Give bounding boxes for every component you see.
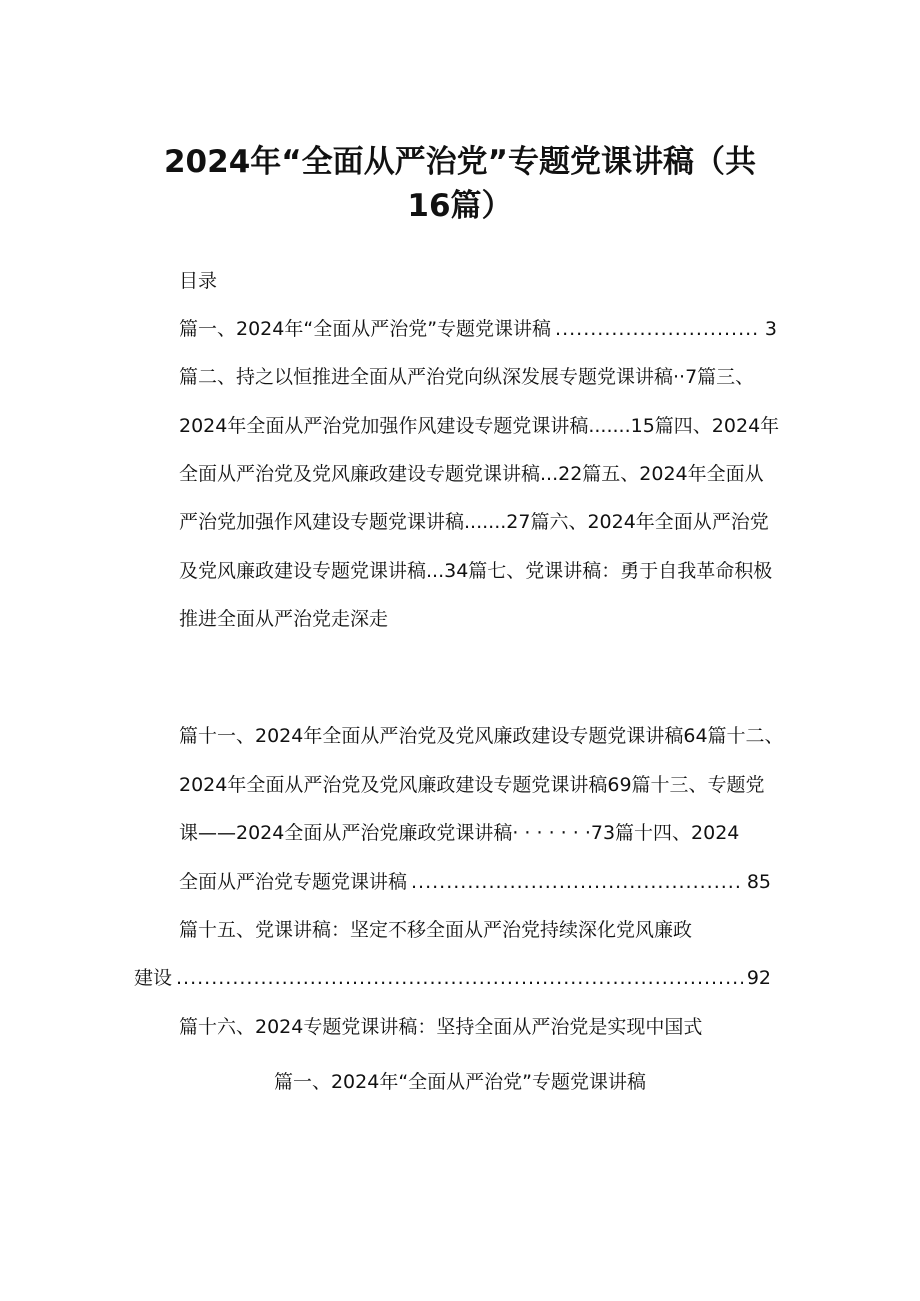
toc-leader-dots: [411, 869, 743, 895]
toc-entry-1: [179, 316, 777, 342]
toc-entry-15-text: 建设: [134, 967, 173, 989]
title-line-2: 16篇）: [407, 188, 513, 224]
toc-line: 严治党加强作风建设专题党课讲稿.......27篇六、2024年全面从严治党: [179, 511, 769, 533]
toc-line: 全面从严治党及党风廉政建设专题党课讲稿...22篇五、2024年全面从: [179, 463, 764, 485]
toc-line: 篇十五、党课讲稿：坚定不移全面从严治党持续深化党风廉政: [179, 919, 693, 941]
toc-entry-1-page: 3: [764, 318, 777, 340]
toc-line: 2024年全面从严治党及党风廉政建设专题党课讲稿69篇十三、专题党: [179, 774, 765, 796]
title-line-1: 2024年“全面从严治党”专题党课讲稿（共: [163, 144, 757, 180]
section-heading: 篇一、2024年“全面从严治党”专题党课讲稿: [273, 1071, 647, 1093]
toc-line: 篇十一、2024年全面从严治党及党风廉政建设专题党课讲稿64篇十二、: [179, 725, 784, 747]
toc-entry-15: [134, 965, 771, 991]
toc-entry-14: [179, 869, 771, 895]
toc-entry-15-page: 92: [746, 967, 771, 989]
toc-line: 推进全面从严治党走深走: [179, 608, 389, 630]
toc-entry-1-text: 篇一、2024年“全面从严治党”专题党课讲稿: [179, 318, 552, 340]
toc-entry-14-text: 全面从严治党专题党课讲稿: [179, 871, 408, 893]
toc-line: 课——2024全面从严治党廉政党课讲稿· · · · · · ·73篇十四、2024: [179, 822, 740, 844]
document-title: [100, 140, 820, 228]
toc-line: 篇十六、2024专题党课讲稿：坚持全面从严治党是实现中国式: [179, 1016, 703, 1038]
toc-line: 篇二、持之以恒推进全面从严治党向纵深发展专题党课讲稿··7篇三、: [179, 366, 755, 388]
toc-line: 及党风廉政建设专题党课讲稿...34篇七、党课讲稿：勇于自我革命积极: [179, 560, 773, 582]
toc-entry-14-page: 85: [746, 871, 771, 893]
toc-leader-dots: [176, 965, 743, 991]
toc-line: 2024年全面从严治党加强作风建设专题党课讲稿.......15篇四、2024年: [179, 415, 780, 437]
toc-label: 目录: [179, 270, 218, 292]
toc-leader-dots: [555, 316, 761, 342]
